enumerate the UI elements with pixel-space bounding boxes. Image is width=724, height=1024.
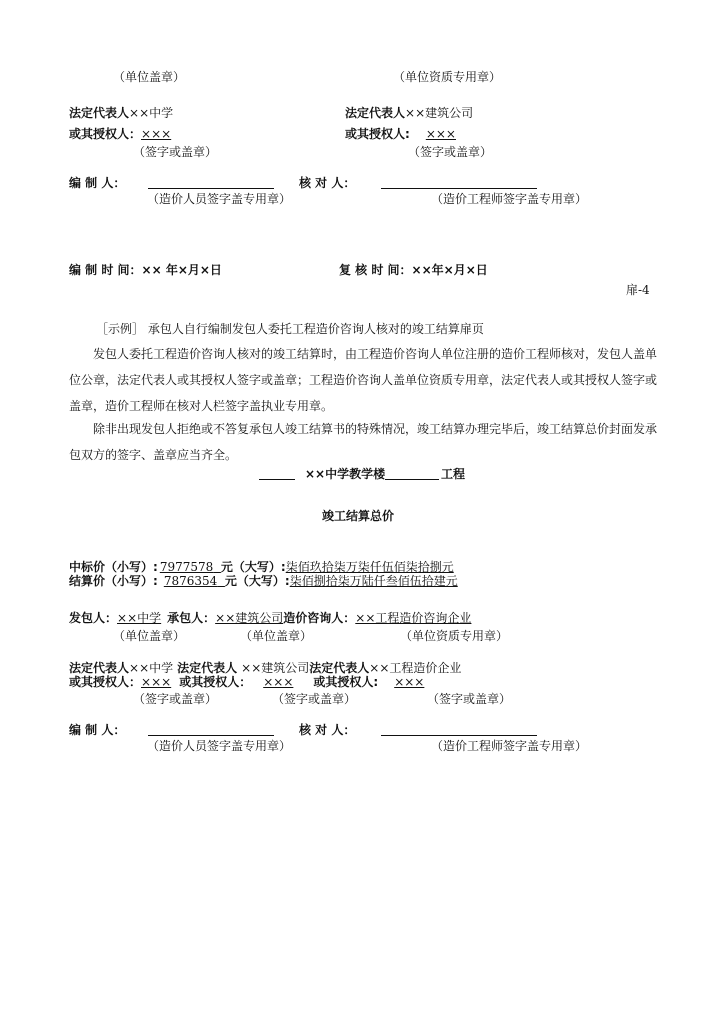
compile-time: 编 制 时 间：×× 年×月×日 bbox=[69, 263, 222, 277]
legal-reps-row: 法定代表人××中学 法定代表人 ××建筑公司法定代表人××工程造价企业 bbox=[69, 661, 462, 675]
seal-qualification-note: （单位资质专用章） bbox=[393, 70, 502, 84]
sign-note-3: （签字或盖章） bbox=[427, 692, 512, 706]
authorized-left: 或其授权人：××× bbox=[69, 127, 172, 141]
project-line-right bbox=[385, 479, 439, 480]
page-label: 扉-4 bbox=[626, 283, 650, 297]
legal-rep-left: 法定代表人××中学 bbox=[69, 106, 174, 120]
sign-note-2: （签字或盖章） bbox=[272, 692, 357, 706]
project-name: ××中学教学楼 bbox=[305, 467, 386, 481]
seal-note-1: （单位盖章） bbox=[113, 629, 186, 643]
sign-note-right: （签字或盖章） bbox=[408, 145, 493, 159]
settlement-price-row: 结算价（小写）: 7876354 元（大写）:柒佰捌拾柒万陆仟叁佰伍拾建元 bbox=[69, 574, 458, 588]
checker-seal-note: （造价工程师签字盖专用章） bbox=[431, 192, 588, 206]
seal-note-3: （单位资质专用章） bbox=[400, 629, 509, 643]
form-title: 竣工结算总价 bbox=[322, 509, 395, 523]
project-suffix: 工程 bbox=[441, 467, 466, 481]
compiler-seal-note: （造价人员签字盖专用章） bbox=[147, 192, 292, 206]
form-compiler-seal-note: （造价人员签字盖专用章） bbox=[147, 739, 292, 753]
seal-note-2: （单位盖章） bbox=[240, 629, 313, 643]
bid-price-row: 中标价（小写）: 7977578 元（大写）:柒佰玖拾柒万柒仟伍佰柒拾捌元 bbox=[69, 560, 454, 574]
example-heading: ［示例］ 承包人自行编制发包人委托工程造价咨询人核对的竣工结算扉页 bbox=[96, 322, 484, 336]
sign-note-left: （签字或盖章） bbox=[133, 145, 218, 159]
project-line-left bbox=[259, 479, 295, 480]
sign-note-1: （签字或盖章） bbox=[133, 692, 218, 706]
example-paragraph-1: 发包人委托工程造价咨询人核对的竣工结算时，由工程造价咨询人单位注册的造价工程师核对，发包人盖单位公章，法定代表人或其授权人签字或盖章；工程造价咨询人盖单位资质专用章，法定代表人或其授权人签字或盖章，造价工程师在核对人栏签字盖执业专用章。 bbox=[69, 347, 658, 413]
compiler-line bbox=[148, 188, 274, 189]
form-checker-seal-note: （造价工程师签字盖专用章） bbox=[431, 739, 588, 753]
checker-line bbox=[381, 188, 537, 189]
authorized-right: 或其授权人: ××× bbox=[345, 127, 456, 141]
example-paragraph-2: 除非出现发包人拒绝或不答复承包人竣工结算书的特殊情况，竣工结算办理完毕后，竣工结算总价封面发承包双方的签字、盖章应当齐全。 bbox=[69, 422, 658, 462]
seal-unit-note: （单位盖章） bbox=[113, 70, 186, 84]
form-checker-line bbox=[381, 735, 537, 736]
compiler-label: 编 制 人： bbox=[69, 176, 126, 190]
form-checker-label: 核 对 人： bbox=[299, 723, 356, 737]
form-compiler-label: 编 制 人： bbox=[69, 723, 126, 737]
authorized-row: 或其授权人：××× 或其授权人： ××× 或其授权人: ××× bbox=[69, 675, 425, 689]
checker-label: 核 对 人： bbox=[299, 176, 356, 190]
review-time: 复 核 时 间：××年×月×日 bbox=[339, 263, 488, 277]
parties-row: 发包人：××中学 承包人：××建筑公司造价咨询人：××工程造价咨询企业 bbox=[69, 611, 472, 625]
form-compiler-line bbox=[148, 735, 274, 736]
legal-rep-right: 法定代表人××建筑公司 bbox=[345, 106, 474, 120]
